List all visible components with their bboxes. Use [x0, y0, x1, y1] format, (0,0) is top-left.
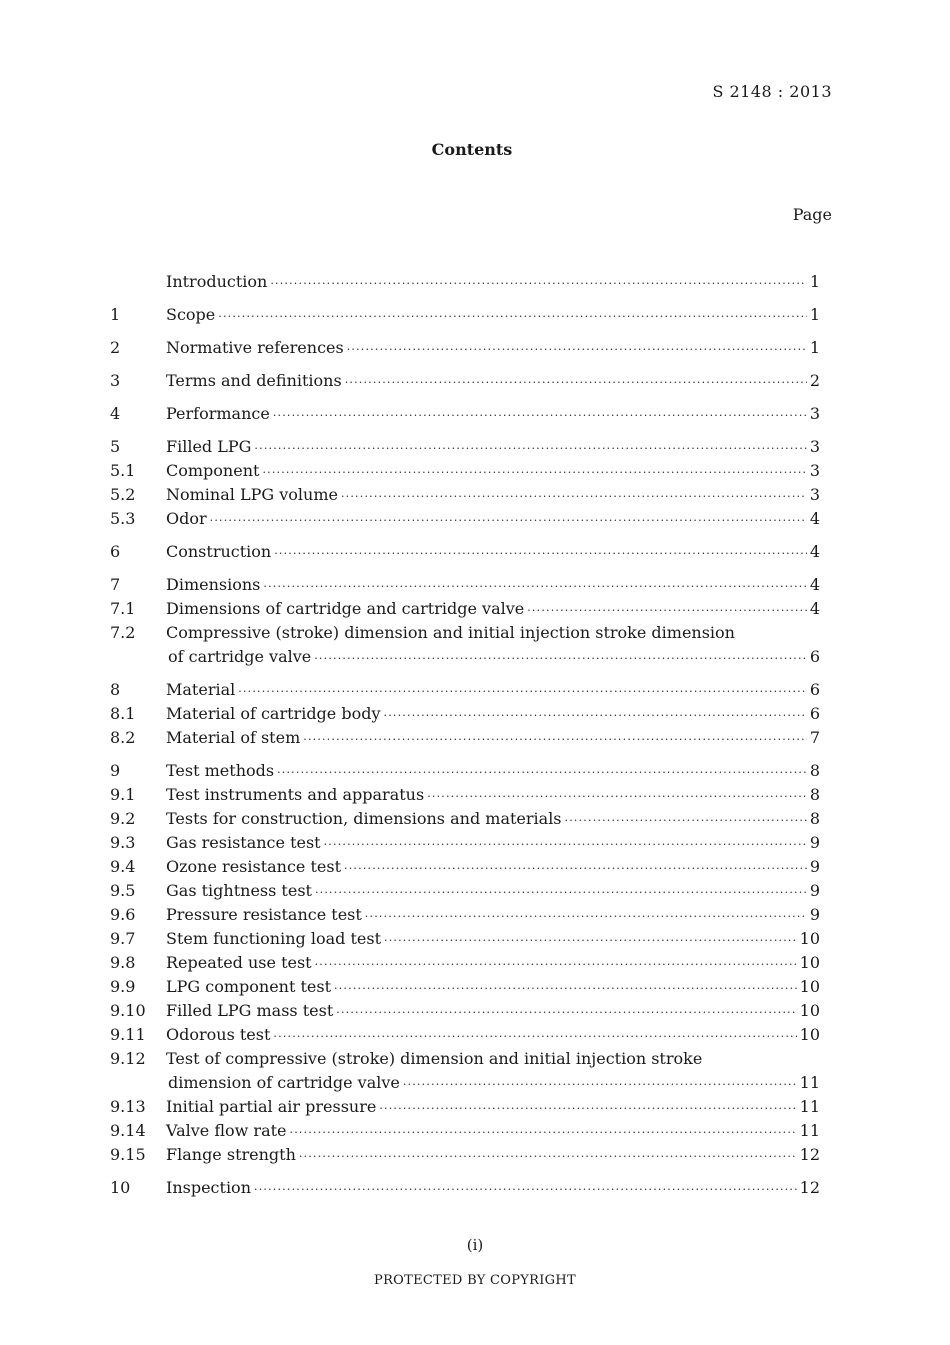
toc-entry-title: Dimensions of cartridge and cartridge valve [166, 599, 525, 618]
toc-entry-title: Odorous test [166, 1025, 271, 1044]
leader-dots [262, 461, 806, 485]
leader-dots [238, 680, 807, 704]
toc-entry-title: Gas resistance test [166, 833, 321, 852]
toc-entry-title: Compressive (stroke) dimension and initial injection stroke dimension [166, 623, 735, 642]
toc-entry[interactable] [110, 402, 820, 426]
toc-entry[interactable] [110, 573, 820, 597]
leader-dots [345, 371, 807, 395]
toc-entry-page: 3 [809, 437, 820, 456]
toc-entry-number: 9.12 [110, 1049, 146, 1068]
page-title: Contents [431, 140, 513, 159]
toc-entry-title: Material of stem [166, 728, 301, 747]
toc-entry-page: 9 [809, 905, 820, 924]
toc-entry-title: Ozone resistance test [166, 857, 342, 876]
toc-entry[interactable] [110, 483, 820, 507]
leader-dots [314, 647, 807, 671]
toc-entry-number: 5 [110, 437, 121, 456]
leader-dots [218, 305, 807, 329]
toc-entry-number: 9.4 [110, 857, 136, 876]
toc-entry-number: 1 [110, 305, 121, 324]
toc-entry-page: 4 [809, 575, 820, 594]
toc-entry-page: 9 [809, 857, 820, 876]
toc-entry-page: 11 [799, 1073, 820, 1092]
leader-dots [303, 728, 807, 752]
leader-dots [210, 509, 807, 533]
toc-entry-title: Material of cartridge body [166, 704, 381, 723]
toc-entry-number: 8 [110, 680, 121, 699]
toc-entry[interactable] [110, 879, 820, 903]
toc-entry-number: 4 [110, 404, 121, 423]
toc-entry[interactable] [110, 999, 820, 1023]
toc-entry-title: Terms and definitions [166, 371, 342, 390]
toc-entry-page: 4 [809, 542, 820, 561]
toc-entry-title: Test instruments and apparatus [166, 785, 425, 804]
leader-dots [334, 977, 797, 1001]
toc-entry-title: Dimensions [166, 575, 261, 594]
toc-entry[interactable] [110, 435, 820, 459]
toc-entry-page: 12 [799, 1178, 820, 1197]
toc-entry[interactable] [110, 540, 820, 564]
toc-entry[interactable] [110, 783, 820, 807]
toc-entry-number: 7.1 [110, 599, 136, 618]
toc-entry-title: Repeated use test [166, 953, 312, 972]
page-number: (i) [466, 1236, 484, 1254]
leader-dots [299, 1145, 797, 1169]
toc-entry-title-continued: of cartridge valve [168, 647, 312, 666]
toc-entry[interactable] [110, 1047, 820, 1095]
toc-entry-page: 10 [799, 953, 820, 972]
toc-entry-title: Tests for construction, dimensions and materials [166, 809, 562, 828]
standard-code: S 2148 : 2013 [712, 82, 832, 101]
toc-entry-number: 9.8 [110, 953, 136, 972]
leader-dots [273, 404, 807, 428]
toc-entry-page: 11 [799, 1121, 820, 1140]
leader-dots [277, 761, 807, 785]
toc-entry-title: Inspection [166, 1178, 251, 1197]
toc-entry-page: 6 [809, 680, 820, 699]
page-column-label: Page [792, 205, 832, 224]
leader-dots [324, 833, 807, 857]
toc-entry-number: 9.11 [110, 1025, 146, 1044]
toc-entry-page: 11 [799, 1097, 820, 1116]
toc-entry-page: 10 [799, 1025, 820, 1044]
toc-entry-page: 8 [809, 761, 820, 780]
toc-entry[interactable] [110, 459, 820, 483]
toc-entry-number: 9.9 [110, 977, 136, 996]
toc-entry-title: Normative references [166, 338, 344, 357]
toc-entry-page: 1 [809, 272, 820, 291]
leader-dots [341, 485, 807, 509]
toc-entry-number: 9.7 [110, 929, 136, 948]
leader-dots [254, 1178, 797, 1202]
toc-entry-number: 7.2 [110, 623, 136, 642]
toc-entry[interactable] [110, 726, 820, 750]
leader-dots [336, 1001, 796, 1025]
leader-dots [384, 929, 797, 953]
toc-entry-title: Flange strength [166, 1145, 296, 1164]
toc-entry-number: 3 [110, 371, 121, 390]
toc-entry[interactable] [110, 678, 820, 702]
toc-entry-page: 4 [809, 599, 820, 618]
toc-entry-number: 7 [110, 575, 121, 594]
toc-entry-title: Initial partial air pressure [166, 1097, 377, 1116]
toc-entry[interactable] [110, 831, 820, 855]
toc-entry[interactable] [110, 927, 820, 951]
table-of-contents [110, 270, 820, 1200]
leader-dots [263, 575, 806, 599]
toc-entry-title: Performance [166, 404, 270, 423]
toc-entry-number: 6 [110, 542, 121, 561]
toc-entry-title: Valve flow rate [166, 1121, 287, 1140]
toc-entry-number: 5.3 [110, 509, 136, 528]
toc-entry-title: LPG component test [166, 977, 332, 996]
leader-dots [344, 857, 807, 881]
toc-entry[interactable] [110, 597, 820, 621]
toc-entry-page: 3 [809, 404, 820, 423]
toc-entry-title: Test of compressive (stroke) dimension and initial injection stroke [166, 1049, 703, 1068]
toc-entry-number: 9.3 [110, 833, 136, 852]
toc-entry-title: Material [166, 680, 236, 699]
leader-dots [384, 704, 807, 728]
toc-entry-page: 1 [809, 305, 820, 324]
toc-entry-page: 7 [809, 728, 820, 747]
toc-entry-title: Component [166, 461, 260, 480]
leader-dots [315, 881, 807, 905]
leader-dots [273, 1025, 796, 1049]
toc-entry-number: 9.15 [110, 1145, 146, 1164]
toc-entry-page: 12 [799, 1145, 820, 1164]
toc-entry[interactable] [110, 621, 820, 669]
toc-entry-page: 8 [809, 809, 820, 828]
toc-entry-number: 9 [110, 761, 121, 780]
toc-entry[interactable] [110, 903, 820, 927]
toc-entry[interactable] [110, 807, 820, 831]
leader-dots [290, 1121, 797, 1145]
leader-dots [565, 809, 807, 833]
toc-entry[interactable] [110, 369, 820, 393]
toc-entry-title: Construction [166, 542, 272, 561]
toc-entry-page: 10 [799, 977, 820, 996]
toc-entry[interactable] [110, 951, 820, 975]
leader-dots [347, 338, 807, 362]
toc-entry[interactable] [110, 1023, 820, 1047]
toc-entry[interactable] [110, 270, 820, 294]
leader-dots [427, 785, 807, 809]
toc-entry-title: Filled LPG [166, 437, 252, 456]
toc-entry[interactable] [110, 1143, 820, 1167]
toc-entry[interactable] [110, 507, 820, 531]
toc-entry-title: Scope [166, 305, 216, 324]
toc-entry-title: Stem functioning load test [166, 929, 381, 948]
toc-entry-number: 8.2 [110, 728, 136, 747]
leader-dots [315, 953, 797, 977]
leader-dots [254, 437, 806, 461]
toc-entry-number: 5.1 [110, 461, 136, 480]
toc-entry[interactable] [110, 1095, 820, 1119]
toc-entry-page: 9 [809, 881, 820, 900]
toc-entry-title: Filled LPG mass test [166, 1001, 334, 1020]
toc-entry-page: 1 [809, 338, 820, 357]
toc-entry-page: 3 [809, 461, 820, 480]
toc-entry[interactable] [110, 336, 820, 360]
leader-dots [274, 542, 807, 566]
toc-entry-number: 9.1 [110, 785, 136, 804]
toc-entry-page: 2 [809, 371, 820, 390]
toc-entry-number: 9.5 [110, 881, 136, 900]
toc-entry-title-continued: dimension of cartridge valve [168, 1073, 400, 1092]
toc-entry[interactable] [110, 702, 820, 726]
toc-entry-title: Gas tightness test [166, 881, 312, 900]
toc-entry-number: 8.1 [110, 704, 136, 723]
toc-entry-page: 9 [809, 833, 820, 852]
toc-entry-title: Nominal LPG volume [166, 485, 338, 504]
toc-entry-page: 10 [799, 929, 820, 948]
toc-entry-number: 9.13 [110, 1097, 146, 1116]
toc-entry-number: 5.2 [110, 485, 136, 504]
toc-entry-title: Test methods [166, 761, 275, 780]
toc-entry[interactable] [110, 1176, 820, 1200]
toc-entry[interactable] [110, 855, 820, 879]
toc-entry-title: Introduction [166, 272, 268, 291]
toc-entry-page: 6 [809, 704, 820, 723]
leader-dots [527, 599, 807, 623]
toc-entry-page: 3 [809, 485, 820, 504]
toc-entry-number: 9.2 [110, 809, 136, 828]
toc-entry-number: 2 [110, 338, 121, 357]
toc-entry-page: 4 [809, 509, 820, 528]
toc-entry-page: 6 [809, 647, 820, 666]
leader-dots [270, 272, 806, 296]
toc-entry[interactable] [110, 975, 820, 999]
toc-entry-number: 9.14 [110, 1121, 146, 1140]
copyright-notice: PROTECTED BY COPYRIGHT [374, 1273, 576, 1288]
toc-entry[interactable] [110, 759, 820, 783]
toc-entry[interactable] [110, 303, 820, 327]
toc-entry[interactable] [110, 1119, 820, 1143]
toc-entry-page: 8 [809, 785, 820, 804]
leader-dots [379, 1097, 796, 1121]
toc-entry-number: 10 [110, 1178, 131, 1197]
toc-entry-title: Pressure resistance test [166, 905, 362, 924]
leader-dots [403, 1073, 797, 1097]
toc-entry-number: 9.10 [110, 1001, 146, 1020]
toc-entry-page: 10 [799, 1001, 820, 1020]
leader-dots [365, 905, 807, 929]
toc-entry-title: Odor [166, 509, 207, 528]
toc-entry-number: 9.6 [110, 905, 136, 924]
